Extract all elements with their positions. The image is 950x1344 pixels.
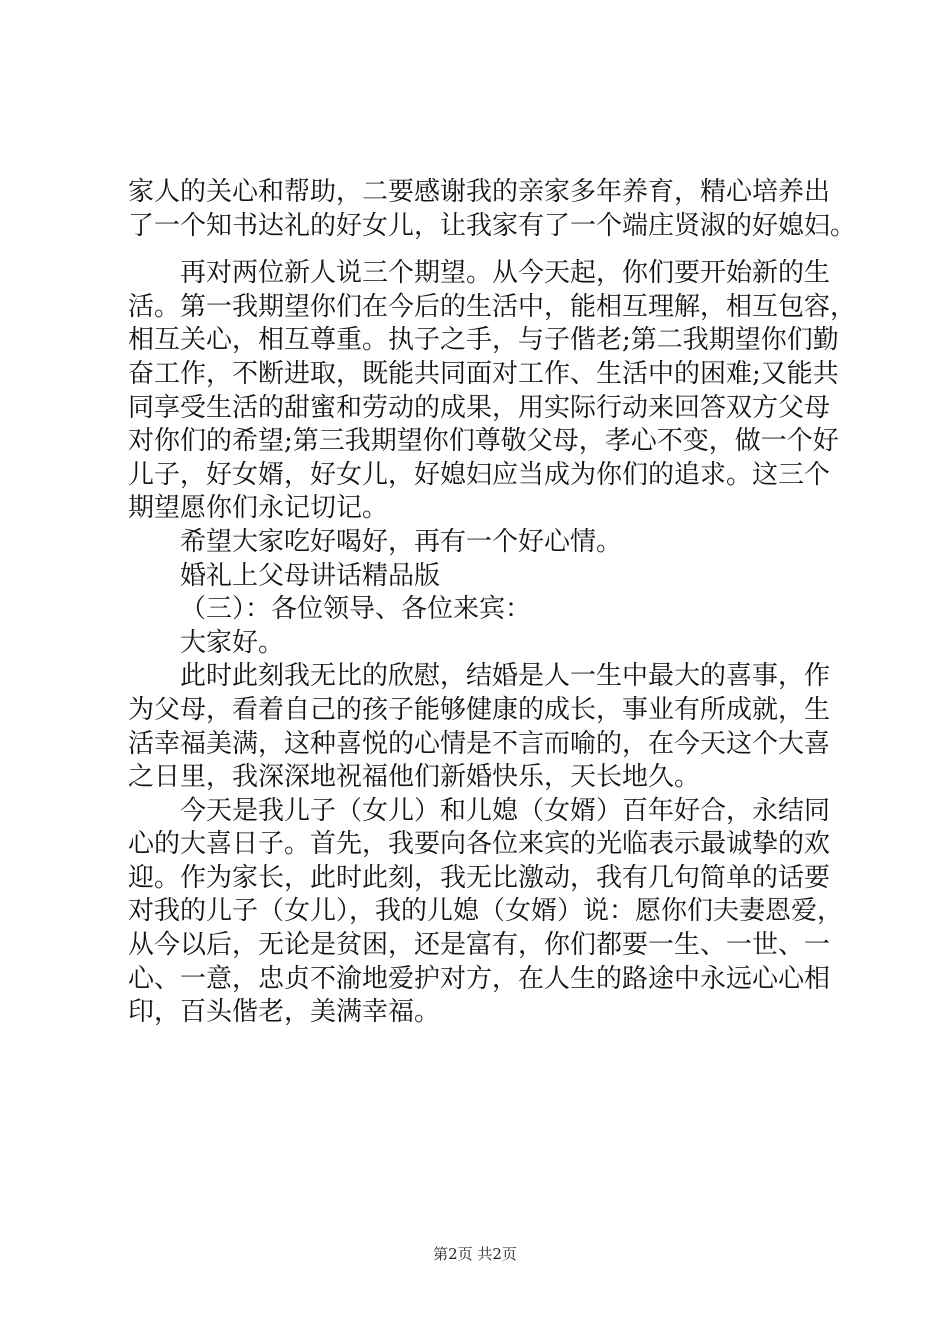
paragraph-joy: [128, 660, 858, 794]
paragraph-blessing: [128, 795, 858, 1030]
paragraph-thanks: [128, 176, 858, 243]
page-footer: 第2页 共2页: [433, 1245, 517, 1263]
paragraph-wish: 希望大家吃好喝好，再有一个好心情。: [180, 526, 623, 557]
paragraph-gap: [128, 243, 858, 257]
text-line: 对我的儿子（女儿），我的儿媳（女婿）说：愿你们夫妻恩爱，: [128, 896, 844, 927]
text-line: 期望愿你们永记切记。: [128, 493, 389, 524]
text-line: 心的大喜日子。首先，我要向各位来宾的光临表示最诚挚的欢: [128, 829, 831, 860]
text-line: 同享受生活的甜蜜和劳动的成果，用实际行动来回答双方父母: [128, 392, 831, 423]
text-line: 奋工作，不断进取，既能共同面对工作、生活中的困难;又能共: [128, 358, 839, 389]
text-line: 儿子，好女婿，好女儿，好媳妇应当成为你们的追求。这三个: [128, 459, 831, 490]
text-line: 为父母，看着自己的孩子能够健康的成长，事业有所成就，生: [128, 694, 831, 725]
text-line: 迎。作为家长，此时此刻，我无比激动，我有几句简单的话要: [128, 862, 831, 893]
text-line: 活。第一我期望你们在今后的生活中，能相互理解，相互包容，: [128, 291, 857, 322]
section-subtitle: （三）：各位领导、各位来宾：: [180, 594, 532, 625]
text-line: 之日里，我深深地祝福他们新婚快乐，天长地久。: [128, 762, 701, 793]
text-line: 活幸福美满，这种喜悦的心情是不言而喻的，在今天这个大喜: [128, 728, 831, 759]
text-line: 了一个知书达礼的好女儿，让我家有了一个端庄贤淑的好媳妇。: [128, 210, 857, 241]
text-line: 再对两位新人说三个期望。从今天起，你们要开始新的生: [180, 258, 831, 289]
section-title: 婚礼上父母讲话精品版: [180, 560, 441, 591]
text-line: 家人的关心和帮助，二要感谢我的亲家多年养育，精心培养出: [128, 177, 831, 207]
text-line: 对你们的希望;第三我期望你们尊敬父母，孝心不变，做一个好: [128, 426, 839, 457]
body-text: [128, 176, 858, 1030]
text-line: 相互关心，相互尊重。执子之手，与子偕老;第二我期望你们勤: [128, 325, 839, 356]
text-line: 今天是我儿子（女儿）和儿媳（女婿）百年好合，永结同: [180, 795, 831, 826]
paragraph-three-hopes: [128, 257, 858, 526]
text-line: 从今以后，无论是贫困，还是富有，你们都要一生、一世、一: [128, 930, 831, 961]
text-line: 此时此刻我无比的欣慰，结婚是人一生中最大的喜事，作: [180, 661, 831, 692]
text-line: 心、一意，忠贞不渝地爱护对方，在人生的路途中永远心心相: [128, 963, 831, 994]
greeting: 大家好。: [180, 627, 285, 658]
text-line: 印，百头偕老，美满幸福。: [128, 997, 441, 1028]
